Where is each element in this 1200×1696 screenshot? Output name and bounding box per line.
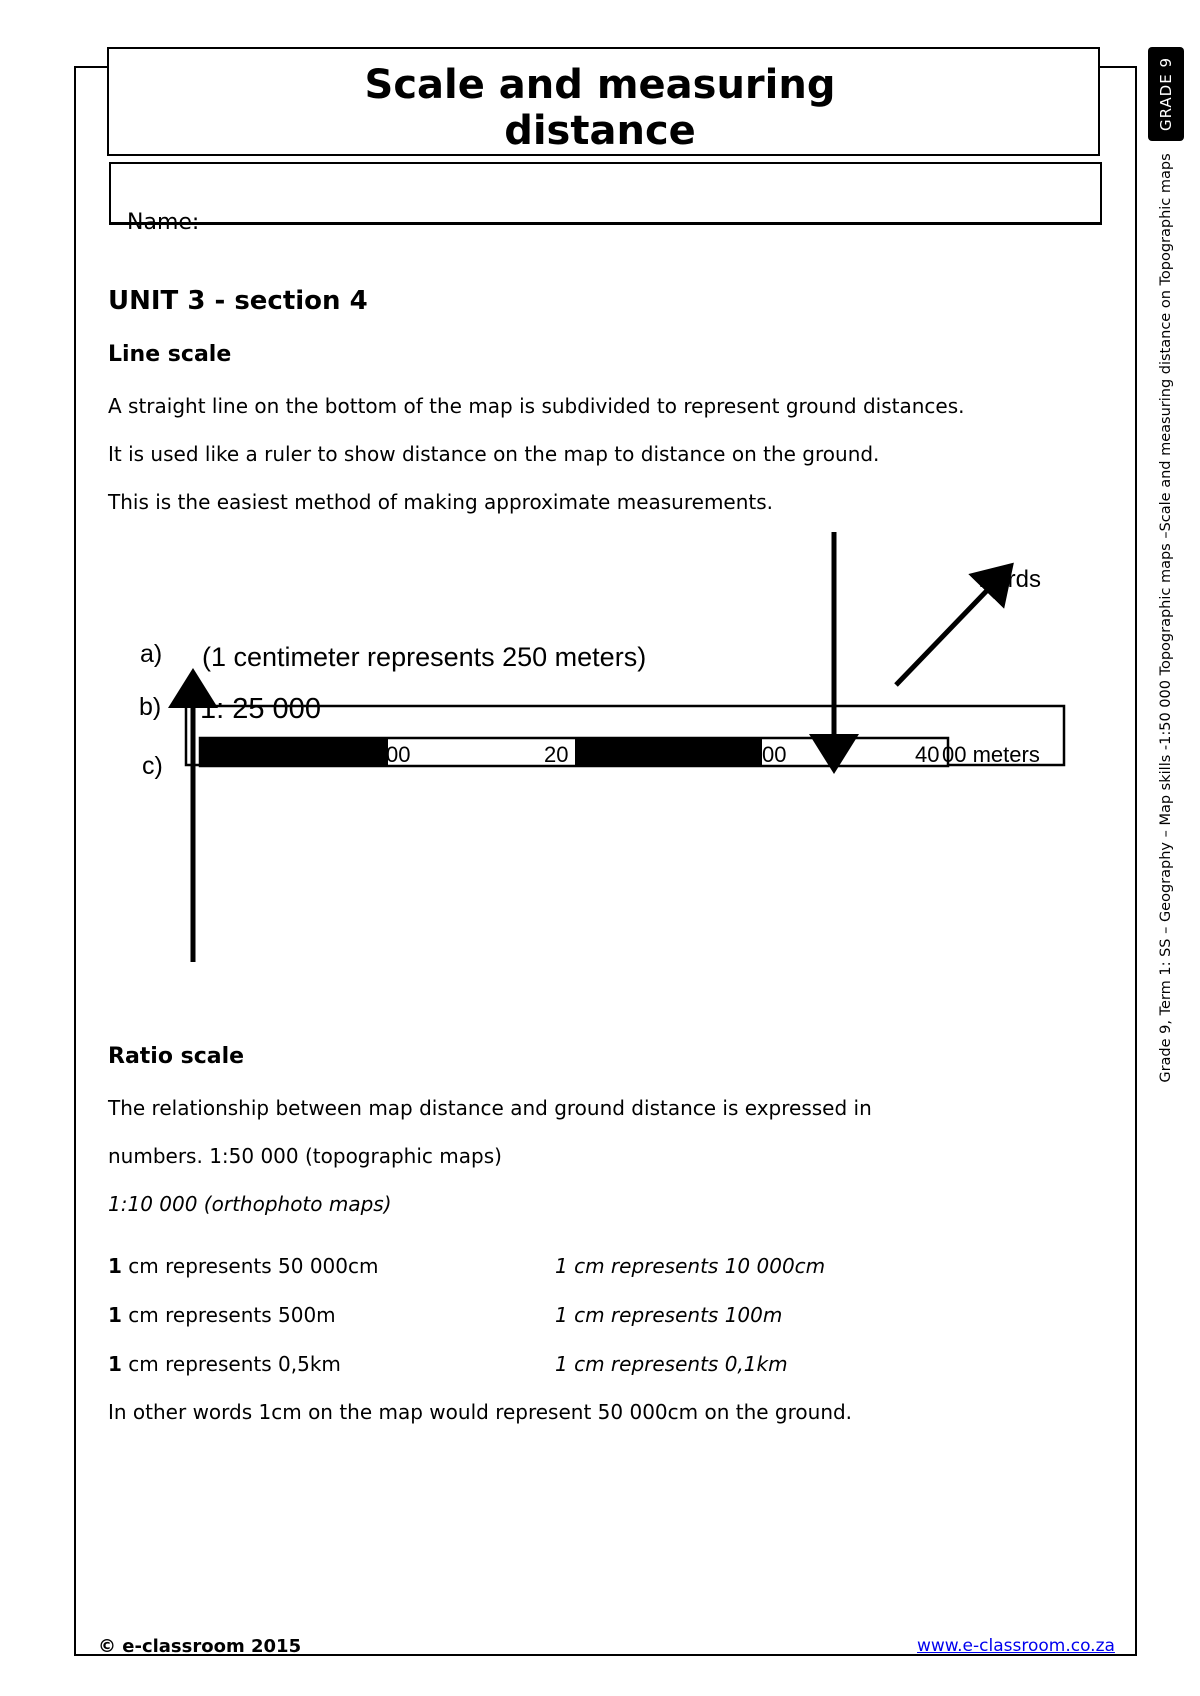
scale-bar-segment-1 [200,738,388,766]
line-scale-paragraph-2: It is used like a ruler to show distance on the map to distance on the ground. [108,442,880,466]
ratio-row-1-text: cm represents 50 000cm [121,1254,379,1278]
ratio-row-3-left [108,1352,341,1376]
tick-label-3: 40 [915,742,940,767]
label-a: a) [140,640,163,668]
ratio-scale-line-3: 1:10 000 (orthophoto maps) [108,1192,392,1216]
website-link[interactable]: www.e-classroom.co.za [917,1636,1115,1656]
name-label: Name: [127,210,200,235]
ratio-row-1-left [108,1254,378,1278]
grade-tab [1148,47,1184,141]
ratio-scale-heading: Ratio scale [108,1044,245,1069]
title-line-1: Scale and measuring [364,62,836,108]
copyright-text: © e-classroom 2015 [98,1636,302,1657]
vertical-course-text: Grade 9, Term 1: SS – Geography – Map skills -1:50 000 Topographic maps –Scale and measuring distance on Topographic maps [1158,153,1174,1083]
tick-label-1: 20 [544,742,569,767]
ratio-row-1-number: 1 [108,1254,122,1278]
ratio-row-2-text: cm represents 500m [121,1303,336,1327]
ratio-row-3-number: 1 [108,1352,122,1376]
ratio-row-1-right: 1 cm represents 10 000cm [555,1254,826,1278]
title-line-2: distance [504,108,696,154]
label-c: c) [142,752,163,780]
unit-heading: UNIT 3 - section 4 [108,286,368,316]
grade-tab-label: GRADE 9 [1157,56,1175,132]
ratio-row-3-text: cm represents 0,5km [121,1352,341,1376]
ratio-row-2-left [108,1303,336,1327]
verbal-scale-statement: (1 centimeter represents 250 meters) [202,642,647,672]
ratio-scale-conclusion: In other words 1cm on the map would represent 50 000cm on the ground. [108,1400,853,1424]
scale-bar-segment-2 [575,738,762,766]
ratio-row-2-number: 1 [108,1303,122,1327]
words-label: words [977,566,1042,593]
arrow-words-diagonal [896,577,1000,685]
line-scale-paragraph-3: This is the easiest method of making approximate measurements. [108,490,774,514]
label-b: b) [139,693,162,721]
ratio-row-3-right: 1 cm represents 0,1km [555,1352,788,1376]
tick-label-0: 00 [386,742,411,767]
tick-label-2: 00 [762,742,787,767]
ratio-row-2-right: 1 cm represents 100m [555,1303,783,1327]
ratio-scale-line-1: The relationship between map distance and ground distance is expressed in [108,1096,872,1120]
tick-label-4: 00 meters [942,742,1040,767]
ratio-scale-line-2: numbers. 1:50 000 (topographic maps) [108,1144,502,1168]
line-scale-heading: Line scale [108,342,232,367]
line-scale-paragraph-1: A straight line on the bottom of the map is subdivided to represent ground distances. [108,394,965,418]
ratio-scale-label: 1: 25 000 [200,693,321,725]
